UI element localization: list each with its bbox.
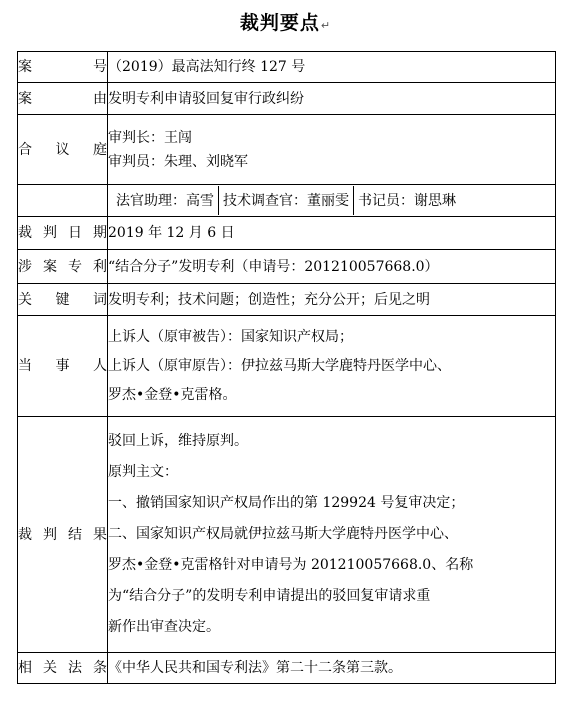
row-panel [18,115,556,185]
row-cause [18,83,556,115]
text-line: 二、国家知识产权局就伊拉兹马斯大学鹿特丹医学中心、 [108,526,458,542]
text-line: 发明专利申请驳回复审行政纠纷 [108,90,304,107]
tech-investigator: 技术调查官：董丽雯 [223,192,349,209]
label-cause: 案 由 [18,83,108,115]
text-line: 审判长：王闯 [108,129,192,146]
text-line: 原判主文： [108,464,178,480]
text-line: “结合分子”发明专利（申请号：201210057668.0） [108,258,439,275]
judgment-table [17,51,556,684]
value-cause [108,83,556,115]
text-line: 发明专利；技术问题；创造性；充分公开；后见之明 [108,291,430,308]
text-line: 罗杰•金登•克雷格针对申请号为 201210057668.0、名称 [108,557,474,573]
label-date: 裁判日期 [18,217,108,250]
label-parties: 当事人 [18,316,108,417]
label-patent: 涉案专利 [18,250,108,284]
label-panel: 合议庭 [18,115,108,185]
page-title [0,8,571,35]
paragraph-mark-icon: ↵ [320,19,332,32]
label-law: 相关法条 [18,653,108,684]
value-panel [108,115,556,185]
value-law [108,653,556,684]
row-law [18,653,556,684]
text-line: 审判员：朱理、刘晓军 [108,153,248,170]
row-date [18,217,556,250]
label-case-number: 案 号 [18,52,108,83]
text-line: 上诉人（原审原告）：伊拉兹马斯大学鹿特丹医学中心、 [108,357,451,374]
text-line: 一、撤销国家知识产权局作出的第 129924 号复审决定； [108,495,465,511]
text-line: 《中华人民共和国专利法》第二十二条第三款。 [108,660,402,676]
value-assistants [108,185,556,217]
label-keywords: 关键词 [18,284,108,316]
text-line: 罗杰•金登•克雷格。 [108,386,237,403]
row-parties [18,316,556,417]
title-text: 裁判要点 [239,12,320,34]
text-line: （2019）最高法知行终 127 号 [108,59,306,75]
value-case-number [108,52,556,83]
assistant-judge: 法官助理：高雪 [116,192,214,209]
text-line: 上诉人（原审被告）：国家知识产权局； [108,328,353,345]
label-empty [18,185,108,217]
row-assistants [18,185,556,217]
value-keywords [108,284,556,316]
row-keywords [18,284,556,316]
value-date [108,217,556,250]
row-result [18,417,556,653]
text-line: 为“结合分子”的发明专利申请提出的驳回复审请求重 [108,588,431,604]
row-patent [18,250,556,284]
row-case-number [18,52,556,83]
text-line: 2019 年 12 月 6 日 [108,225,235,241]
value-patent [108,250,556,284]
label-result: 裁判结果 [18,417,108,653]
value-result [108,417,556,653]
text-line: 驳回上诉，维持原判。 [108,433,248,449]
court-clerk: 书记员：谢思琳 [358,192,456,209]
text-line: 新作出审查决定。 [108,619,220,635]
value-parties [108,316,556,417]
